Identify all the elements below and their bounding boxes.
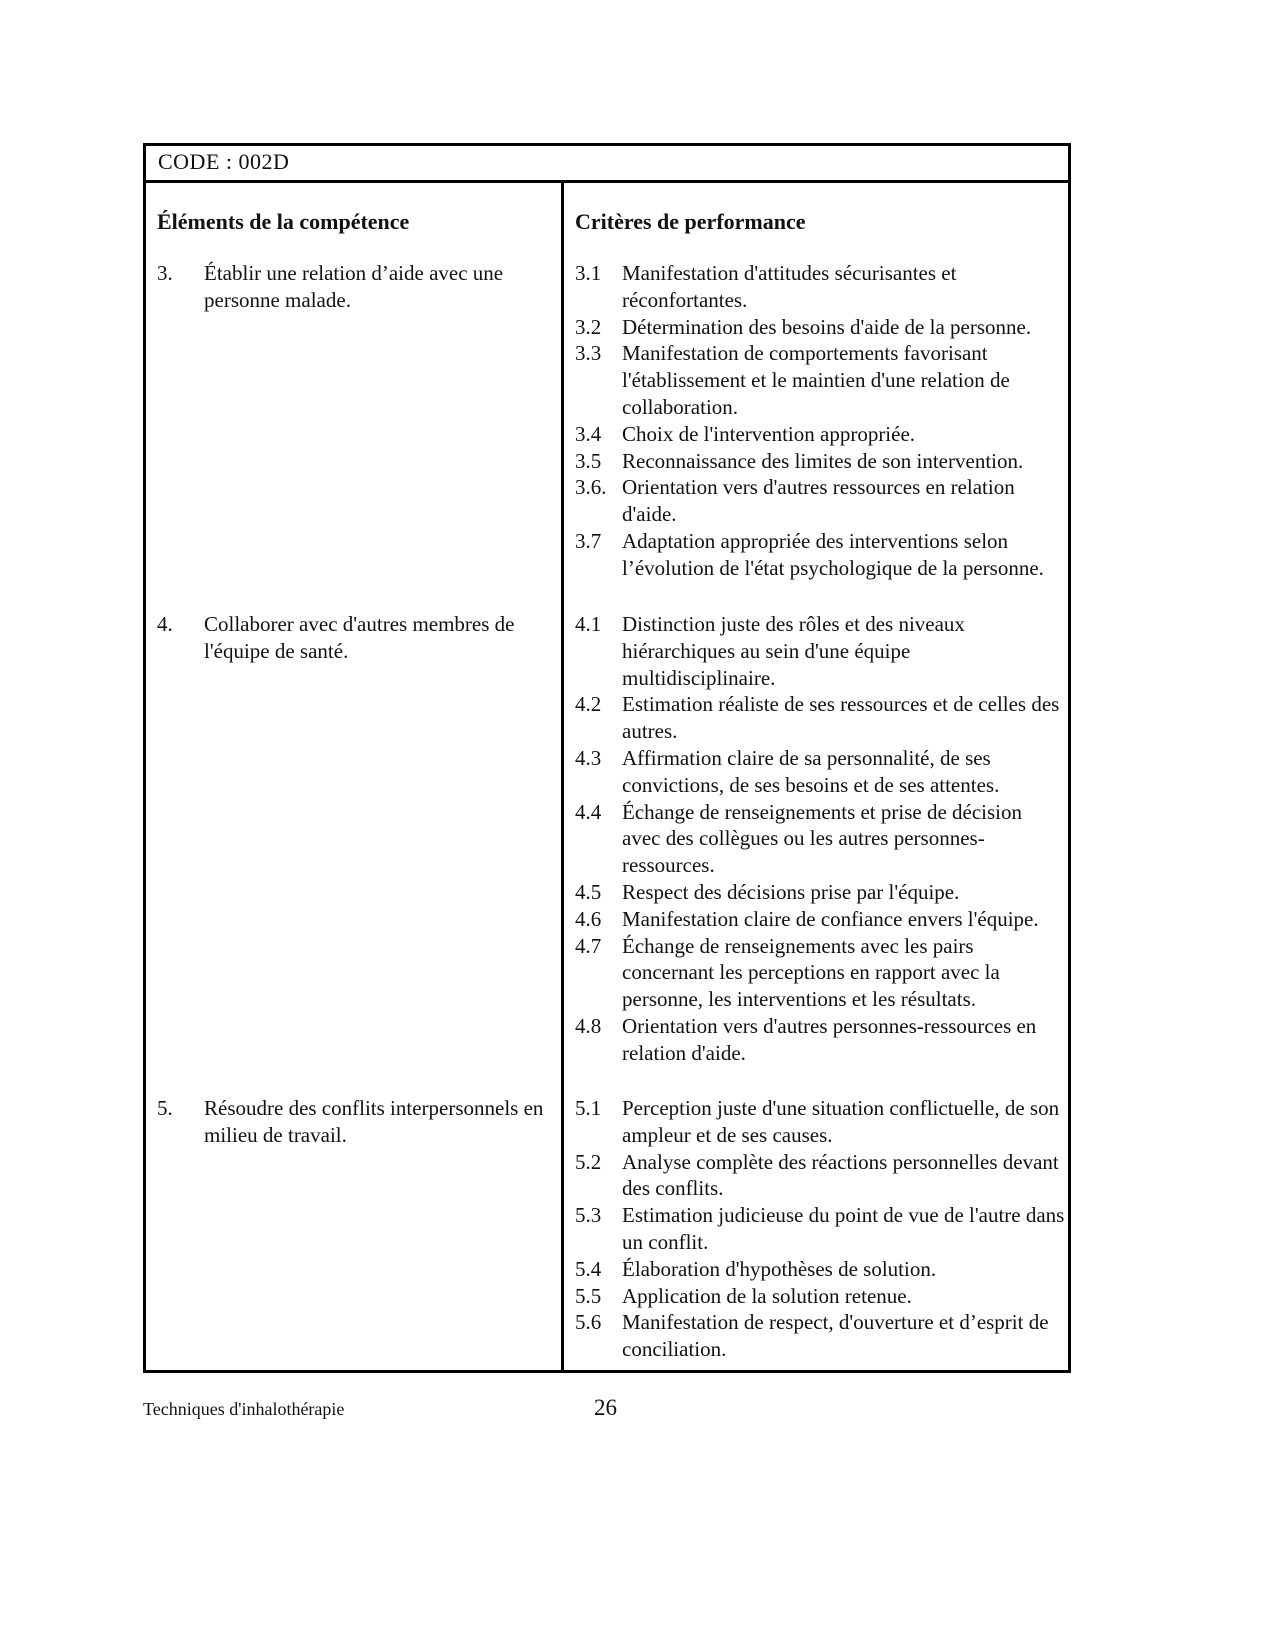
- criterion-item: [575, 1202, 1065, 1256]
- criterion-number: 3.7: [575, 528, 602, 553]
- criterion-item: [575, 448, 1065, 475]
- criterion-text: Orientation vers d'autres ressources en relation d'aide.: [622, 475, 1015, 527]
- element-text: Collaborer avec d'autres membres de l'équipe de santé.: [204, 612, 515, 663]
- elements-heading: Éléments de la compétence: [157, 209, 410, 234]
- criterion-item: [575, 314, 1065, 341]
- criterion-text: Échange de renseignements avec les pairs concernant les perceptions en rapport avec la personne, les interventions et les résultats.: [622, 933, 1000, 1012]
- criterion-number: 3.2: [575, 314, 602, 339]
- criterion-number: 5.5: [575, 1283, 602, 1308]
- element-item: [157, 1095, 547, 1149]
- criterion-item: [575, 879, 1065, 906]
- criterion-item: [575, 528, 1065, 582]
- criterion-text: Manifestation de respect, d'ouverture et d’esprit de conciliation.: [622, 1310, 1049, 1362]
- criterion-number: 5.6: [575, 1310, 602, 1335]
- code-label: CODE : 002D: [146, 146, 1068, 183]
- elements-column: [146, 183, 561, 1370]
- criterion-item: [575, 1013, 1065, 1067]
- criterion-item: [575, 421, 1065, 448]
- criterion-text: Application de la solution retenue.: [622, 1283, 912, 1308]
- criterion-item: [575, 906, 1065, 933]
- criterion-item: [575, 1283, 1065, 1310]
- criterion-number: 4.1: [575, 612, 602, 636]
- element-number: 3.: [157, 261, 173, 285]
- criterion-number: 5.4: [575, 1256, 602, 1281]
- criterion-text: Manifestation claire de confiance envers l'équipe.: [622, 906, 1039, 931]
- criterion-number: 4.5: [575, 879, 602, 904]
- criterion-number: 5.3: [575, 1203, 602, 1228]
- criterion-text: Distinction juste des rôles et des niveaux hiérarchiques au sein d'une équipe multidisciplinaire.: [622, 612, 965, 690]
- criterion-text: Manifestation d'attitudes sécurisantes et réconfortantes.: [622, 261, 957, 312]
- criterion-number: 3.1: [575, 261, 602, 285]
- criteria-column: [564, 183, 1068, 1370]
- criterion-text: Estimation réaliste de ses ressources et de celles des autres.: [622, 692, 1060, 744]
- criterion-item: [575, 1256, 1065, 1283]
- criteria-group-4: [575, 611, 1065, 1067]
- criterion-text: Détermination des besoins d'aide de la personne.: [622, 314, 1032, 339]
- page-number: 26: [594, 1395, 617, 1420]
- criterion-item: [575, 1149, 1065, 1203]
- criterion-item: [575, 1309, 1065, 1363]
- element-item: [157, 260, 547, 314]
- criterion-number: 4.6: [575, 906, 602, 931]
- criterion-text: Reconnaissance des limites de son intervention.: [622, 448, 1024, 473]
- criterion-item: [575, 745, 1065, 799]
- criterion-text: Élaboration d'hypothèses de solution.: [622, 1256, 937, 1281]
- criterion-text: Échange de renseignements et prise de décision avec des collègues ou les autres personnes-ressources.: [622, 799, 1023, 878]
- criterion-item: [575, 260, 1065, 314]
- criterion-number: 4.7: [575, 933, 602, 958]
- criterion-item: [575, 474, 1065, 528]
- criterion-number: 4.8: [575, 1013, 602, 1038]
- criteria-heading: Critères de performance: [575, 209, 806, 234]
- criterion-text: Choix de l'intervention appropriée.: [622, 421, 916, 446]
- competence-table: [143, 143, 1071, 1373]
- criterion-text: Perception juste d'une situation conflictuelle, de son ampleur et de ses causes.: [622, 1096, 1060, 1147]
- criterion-text: Affirmation claire de sa personnalité, de ses convictions, de ses besoins et de ses attentes.: [622, 745, 1000, 797]
- criteria-group-5: [575, 1095, 1065, 1363]
- element-text: Résoudre des conflits interpersonnels en milieu de travail.: [204, 1096, 544, 1147]
- criterion-item: [575, 340, 1065, 420]
- criterion-item: [575, 933, 1065, 1013]
- criterion-text: Estimation judicieuse du point de vue de l'autre dans un conflit.: [622, 1203, 1065, 1254]
- criterion-text: Adaptation appropriée des interventions selon l’évolution de l'état psychologique de la personne.: [622, 528, 1044, 580]
- element-number: 5.: [157, 1096, 173, 1120]
- criterion-item: [575, 691, 1065, 745]
- criterion-text: Orientation vers d'autres personnes-ressources en relation d'aide.: [622, 1013, 1037, 1065]
- element-item: [157, 611, 547, 665]
- criterion-item: [575, 611, 1065, 691]
- criterion-number: 5.2: [575, 1149, 602, 1174]
- criterion-number: 3.4: [575, 421, 602, 446]
- criterion-text: Analyse complète des réactions personnelles devant des conflits.: [622, 1149, 1059, 1201]
- criterion-item: [575, 1095, 1065, 1149]
- criterion-number: 3.5: [575, 448, 602, 473]
- criterion-number: 4.2: [575, 692, 602, 717]
- criterion-item: [575, 799, 1065, 879]
- footer-program-name: Techniques d'inhalothérapie: [143, 1399, 345, 1419]
- criterion-number: 3.6.: [575, 475, 607, 500]
- criterion-text: Manifestation de comportements favorisant l'établissement et le maintien d'une relation de collaboration.: [622, 341, 1010, 419]
- criterion-number: 4.3: [575, 745, 602, 770]
- criteria-group-3: [575, 260, 1065, 582]
- criterion-number: 4.4: [575, 799, 602, 824]
- criterion-text: Respect des décisions prise par l'équipe.: [622, 879, 960, 904]
- element-number: 4.: [157, 612, 173, 636]
- criterion-number: 5.1: [575, 1096, 602, 1120]
- criterion-number: 3.3: [575, 341, 602, 366]
- element-text: Établir une relation d’aide avec une personne malade.: [204, 261, 504, 312]
